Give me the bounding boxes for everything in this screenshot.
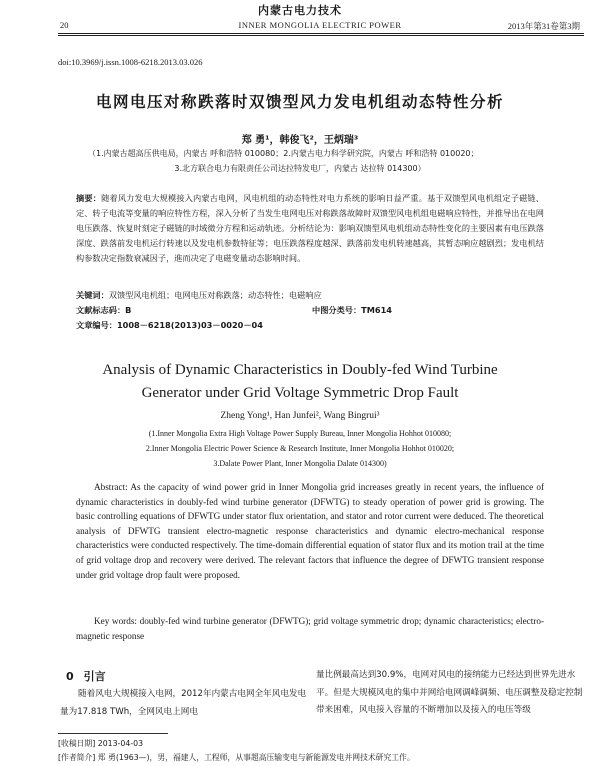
classification-codes: [76, 303, 544, 318]
title-en-line-2: Generator under Grid Voltage Symmetric Drop Fault: [141, 385, 459, 401]
clc-code: TM614: [361, 305, 392, 315]
doc-code-label: 文献标志码：: [76, 305, 126, 315]
doc-code: B: [125, 305, 132, 315]
intro-right-column: 量比例最高达到30.9%，电网对风电的接纳能力已经达到世界先进水平。但是大规模风电的集中并网给电网调峰调频、电压调整及稳定控制带来困难，风电接入容量的不断增加以及接入的电压等级: [316, 670, 583, 715]
abstract-text-cn: 随着风力发电大规模接入内蒙古电网，风电机组的动态特性对电力系统的影响日益严重。基于双馈型风电机组定子磁链、定、转子电流等变量的响应特性方程，深入分析了当发生电网电压对称跌落故障时双馈型风电机组电磁响应特性，并推导出在电网电压跌落、恢复时刻定子磁链的时域微分方程和运动轨迹。分析结论为：影响双馈型风电机组动态特性变化的主要因素有电压跌落深度、跌落前发电机运行转速以及发电机参数特征等；电压跌落程度越深、跌落前发电机转速越高，其暂态响应越剧烈；发电机结构参数决定指数衰减因子，進而决定了电磁变量动态影响时间。: [76, 193, 544, 263]
authors-en: Zheng Yong¹, Han Junfei², Wang Bingrui³: [220, 411, 380, 421]
intro-left-column: 随着风电大规模接入电网，2012年内蒙古电网全年风电发电量为17.818 TWh，全网风电上网电: [60, 689, 307, 717]
article-no: 1008－6218(2013)03－0020－04: [116, 320, 263, 330]
clc-label: 中图分类号：: [312, 305, 362, 315]
abstract-label-en: Abstract:: [94, 482, 128, 492]
affiliation-cn-2: 3.北方联合电力有限责任公司达拉特发电厂，内蒙古 达拉特 014300）: [174, 164, 426, 173]
section-number: 0: [66, 670, 74, 683]
abstract-text-en: As the capacity of wind power grid in Inner Mongolia grid increases greatly in recent years, the influence of dynamic characteristics in doubly-fed wind turbine generator (DFWTG) to steady operation of power grid is growing. The basic controlling equations of DFWTG under stator flux orientation, and stator and rotor current were deduced. The theoretical analysis of DFWTG transient electro-magnetic response characteristics and dynamic electro-mechanical response characteristics were conducted respectively. The time-domain differential equation of stator flux and its motion trail at the time of grid voltage drop and recovery were derived. The relevant factors that influence the degree of DFWTG transient response under grid voltage drop fault were proposed.: [76, 482, 545, 580]
paper-title-en: [0, 359, 600, 405]
footnote-received: [58, 738, 584, 749]
keywords-label-cn: 关键词：: [76, 290, 109, 300]
paper-title-cn: 电网电压对称跌落时双馈型风力发电机组动态特性分析: [95, 93, 504, 111]
article-number: [76, 318, 544, 333]
received-label: [收稿日期]: [58, 739, 96, 748]
keywords-text-en: doubly-fed wind turbine generator (DFWTG); grid voltage symmetric drop; dynamic characteristics; electro-magnetic response: [76, 616, 545, 641]
section-heading-intro: [66, 668, 106, 684]
title-en-line-1: Analysis of Dynamic Characteristics in Doubly-fed Wind Turbine: [102, 362, 498, 378]
journal-name-en: INNER MONGOLIA ELECTRIC POWER: [238, 20, 402, 30]
footnote-rule: [58, 733, 168, 734]
page-number: 20: [60, 20, 69, 30]
abstract-label-cn: 摘要：: [76, 193, 102, 203]
author-bio: 郑 勇(1963—)，男，福建人，工程师，从事超高压输变电与新能源发电并网技术研究工作。: [97, 753, 415, 762]
volume-issue: 2013年第31卷第3期: [507, 21, 580, 31]
journal-header-title: 内蒙古电力技术: [258, 4, 342, 17]
authors-cn: 郑 勇¹，韩俊飞²，王炳瑞³: [241, 135, 359, 146]
affiliation-en-3: 3.Dalate Power Plant, Inner Mongolia Dalate 014300): [213, 459, 387, 468]
author-bio-label: [作者简介]: [58, 753, 96, 762]
header-rule: [58, 33, 584, 36]
article-no-label: 文章编号：: [76, 320, 117, 330]
affiliation-cn-1: （1.内蒙古超高压供电局，内蒙古 呼和浩特 010080；2.内蒙古电力科学研究院，内蒙古 呼和浩特 010020；: [88, 149, 479, 158]
keywords-cn: [76, 288, 544, 303]
section-title: 引言: [83, 670, 106, 683]
affiliation-en-2: 2.Inner Mongolia Electric Power Science & Research Institute, Inner Mongolia Hohhot 010020;: [145, 444, 455, 453]
abstract-cn: [76, 191, 544, 266]
doi: doi:10.3969/j.issn.1008-6218.2013.03.026: [58, 57, 203, 67]
keywords-label-en: Key words:: [94, 616, 137, 626]
affiliation-en-1: (1.Inner Mongolia Extra High Voltage Power Supply Bureau, Inner Mongolia Hohhot 010080;: [148, 429, 452, 438]
received-date: 2013-04-03: [97, 739, 144, 748]
footnote-author-bio: [58, 752, 584, 763]
abstract-en: [76, 480, 544, 582]
keywords-en: [76, 614, 544, 643]
keywords-text-cn: 双馈型风电机组；电网电压对称跌落；动态特性；电磁响应: [108, 290, 322, 300]
